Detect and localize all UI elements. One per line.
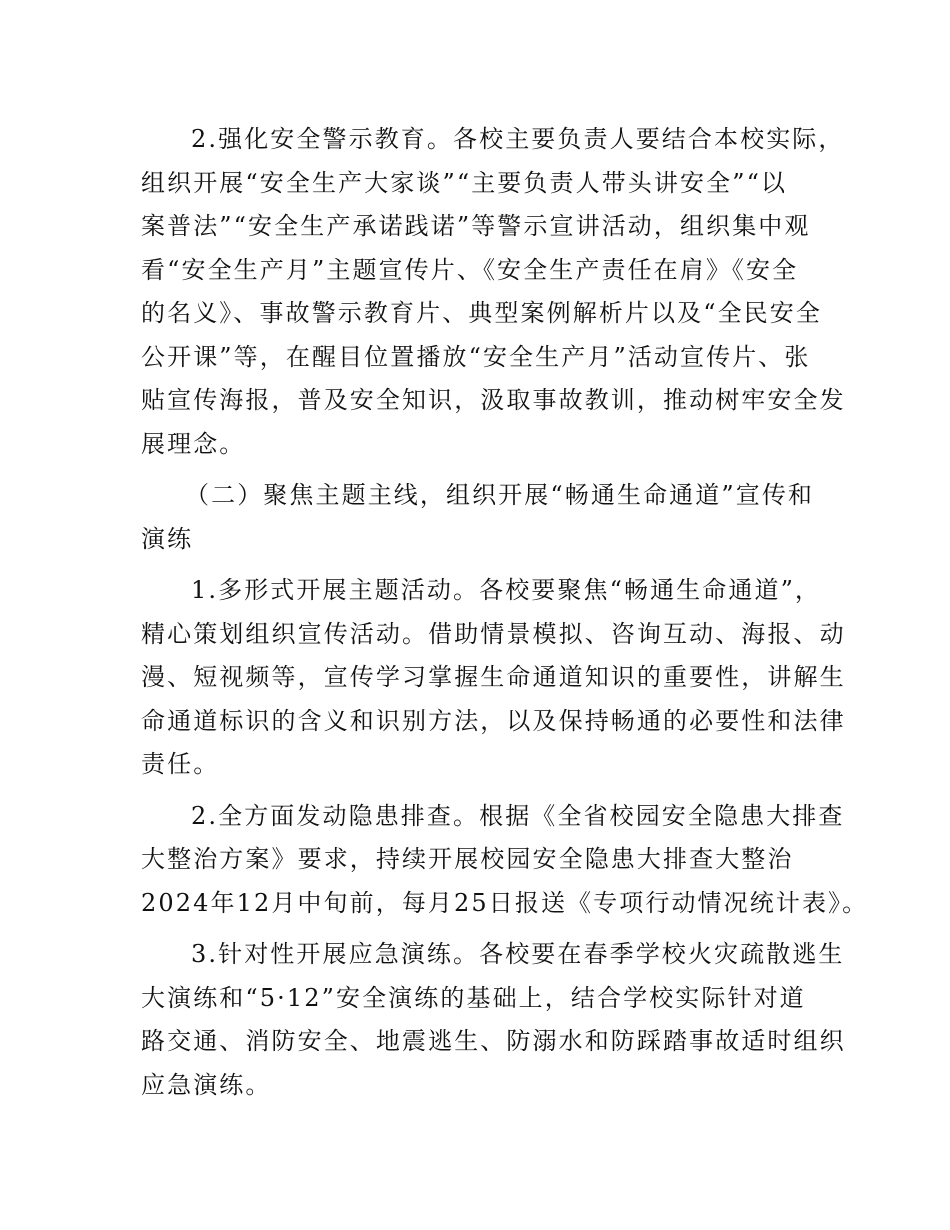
- text-line: 2.强化安全警示教育。各校主要负责人要结合本校实际，: [191, 125, 845, 153]
- text-line: 2024年12月中旬前，每月25日报送《专项行动情况统计表》。: [141, 888, 869, 917]
- heading-line: （二）聚焦主题主线，组织开展“畅通生命通道”宣传和: [185, 481, 815, 509]
- paragraph-gap: [141, 925, 813, 933]
- text-line: 漫、短视频等，宣传学习掌握生命通道知识的重要性，讲解生: [141, 663, 846, 691]
- text-line: 应急演练。: [141, 1070, 272, 1099]
- text-line: 精心策划组织宣传活动。借助情景模拟、咨询互动、海报、动: [141, 619, 846, 648]
- text-line: 2.全方面发动隐患排查。根据《全省校园安全隐患大排查: [191, 801, 845, 830]
- text-line: 路交通、消防安全、地震逃生、防溺水和防踩踏事故适时组织: [141, 1027, 846, 1055]
- text-line: 公开课”等，在醒目位置播放“安全生产月”活动宣传片、张: [141, 342, 811, 371]
- text-line: 组织开展“安全生产大家谈”“主要负责人带头讲安全”“以: [141, 168, 788, 197]
- paragraph-theme-activities: [141, 569, 846, 787]
- heading-line: 演练: [141, 524, 194, 553]
- paragraph-gap: [141, 466, 813, 474]
- paragraph-gap: [141, 787, 813, 795]
- text-line: 大整治方案》要求，持续开展校园安全隐患大排查大整治: [141, 845, 794, 873]
- text-line: 命通道标识的含义和识别方法，以及保持畅通的必要性和法律: [141, 706, 846, 735]
- text-line: 1.多形式开展主题活动。各校要聚焦“畅通生命通道”，: [191, 576, 822, 604]
- paragraph-hazard-inspection: [141, 795, 869, 926]
- text-line: 展理念。: [141, 429, 246, 458]
- text-line: 责任。: [141, 750, 220, 778]
- paragraph-safety-warning-education: [141, 118, 846, 466]
- paragraph-gap: [141, 561, 813, 569]
- text-line: 大演练和“5·12”安全演练的基础上，结合学校实际针对道: [141, 983, 806, 1012]
- document-body: [141, 118, 869, 1107]
- text-line: 看“安全生产月”主题宣传片、《安全生产责任在肩》《安全: [141, 255, 799, 284]
- text-line: 3.针对性开展应急演练。各校要在春季学校火灾疏散逃生: [191, 940, 845, 968]
- paragraph-emergency-drills: [141, 933, 846, 1107]
- text-line: 案普法”“安全生产承诺践诺”等警示宣讲活动，组织集中观: [141, 212, 811, 240]
- section-heading: [141, 474, 813, 561]
- text-line: 贴宣传海报，普及安全知识，汲取事故教训，推动树牢安全发: [141, 386, 846, 414]
- text-line: 的名义》、事故警示教育片、典型案例解析片以及“全民安全: [141, 299, 822, 327]
